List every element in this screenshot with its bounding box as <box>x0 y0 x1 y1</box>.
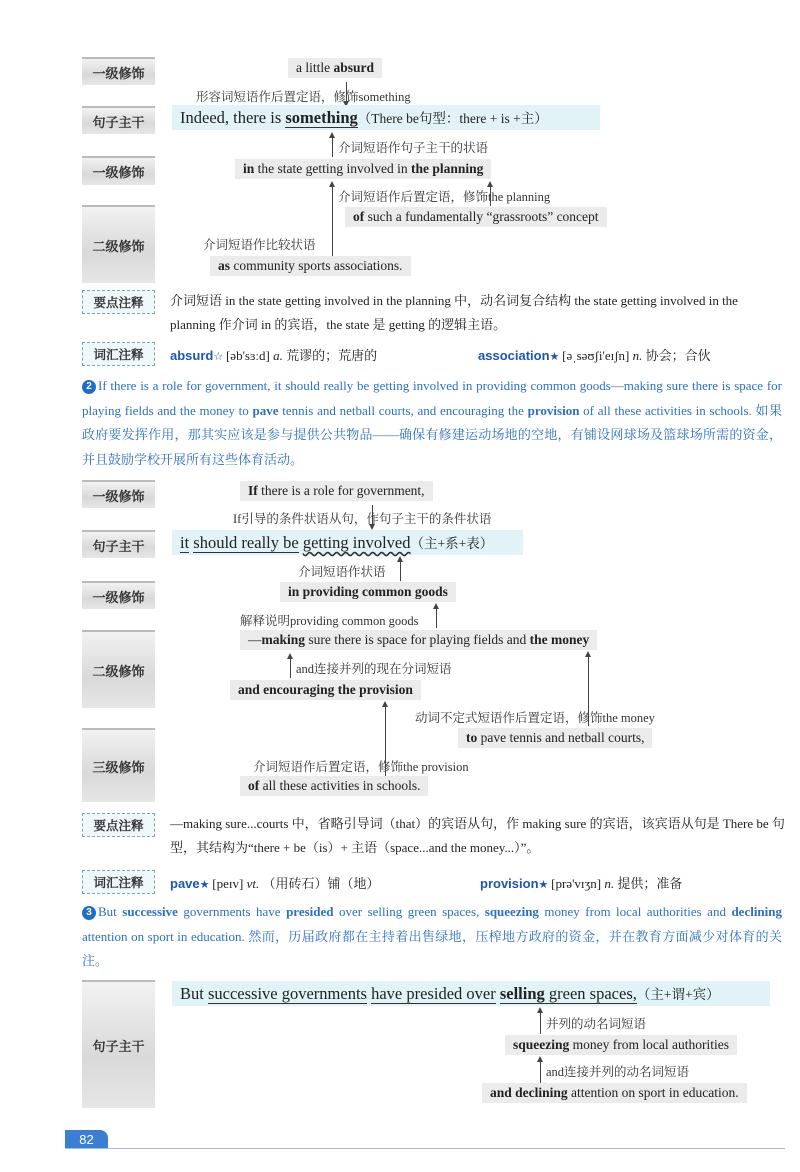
vocab-word: pave <box>170 876 200 891</box>
vocab-entry <box>480 873 682 892</box>
label-level2: 二级修饰 <box>82 630 155 708</box>
meaning: （用砖石）铺（地） <box>262 876 380 891</box>
bold-text: and declining <box>490 1085 568 1100</box>
bold-text: the planning <box>411 161 484 176</box>
bold-text: in <box>243 161 255 176</box>
vocab-entry <box>478 345 711 364</box>
bold-text: to <box>466 730 478 745</box>
text-segment: pave tennis and netball courts, <box>477 730 645 745</box>
bold-text: declining <box>731 904 783 919</box>
part-of-speech: vt. <box>246 876 263 891</box>
paragraph-2 <box>82 374 782 472</box>
annotation: and连接并列的现在分词短语 <box>296 662 452 676</box>
annotation: and连接并列的动名词短语 <box>546 1065 690 1079</box>
text-segment: attention on sport in education. <box>567 1085 739 1100</box>
phonetic: [peɪv] <box>212 876 247 891</box>
vocab-word: absurd <box>170 348 214 363</box>
main-clause <box>172 105 600 130</box>
bold-text: squeezing <box>513 1037 570 1052</box>
phrase-to-pave <box>458 728 652 748</box>
text-segment: But <box>180 984 208 1003</box>
label-level3: 三级修饰 <box>82 728 155 802</box>
annotation: 解释说明providing common goods <box>240 614 419 628</box>
key-note-text: 介词短语 in the state getting involved in the planning 中，动名词复合结构 the state getting involved in the planning 作介词 in 的宾语，the state 是 getting 的逻辑主语。 <box>170 293 738 332</box>
star-icon: ★ <box>549 351 563 363</box>
bold-text: in providing common goods <box>288 584 448 599</box>
vocab-word: provision <box>480 876 539 891</box>
annotation: 介词短语作后置定语，修饰the planning <box>338 190 551 204</box>
phrase-of-such <box>345 207 607 227</box>
label-main: 句子主干 <box>82 106 155 134</box>
bold-text: the money <box>529 632 590 647</box>
meaning: 协会；合伙 <box>645 348 711 363</box>
annotation: 并列的动名词短语 <box>546 1017 647 1031</box>
arrow-up <box>540 1012 541 1034</box>
phonetic: [prə'vɪʒn] <box>551 876 605 891</box>
text-segment: should really be <box>193 533 299 552</box>
phonetic: [əˌsəʊʃi'eɪʃn] <box>562 348 633 363</box>
bold-text: as <box>218 258 231 273</box>
text-segment: there is a role for government, <box>257 483 425 498</box>
text-segment: sure there is space for playing fields and <box>305 632 530 647</box>
arrow-up <box>400 561 401 581</box>
bold-text: pave <box>252 402 279 418</box>
bold-text: of <box>248 778 260 793</box>
text-segment: tennis and netball courts, and encouraging the <box>278 402 528 418</box>
footer-divider <box>65 1148 785 1149</box>
meaning: 提供；准备 <box>617 876 683 891</box>
annotation: 介词短语作比较状语 <box>203 238 316 252</box>
text-segment: such a fundamentally “grassroots” concept <box>364 209 599 224</box>
bold-text: If <box>248 483 258 498</box>
arrow-up <box>436 608 437 628</box>
text-segment: — <box>248 632 262 647</box>
phrase-and-encouraging <box>230 680 421 700</box>
text-segment: But <box>98 904 123 919</box>
label-main: 句子主干 <box>82 530 155 558</box>
label-level1: 一级修饰 <box>82 156 155 185</box>
part-of-speech: n. <box>632 348 646 363</box>
vocab-entry <box>170 345 377 364</box>
text-segment: it <box>180 533 190 552</box>
key-note-tag: 要点注释 <box>82 290 155 314</box>
text-segment: a little <box>296 60 334 75</box>
paragraph-number-icon: 3 <box>82 906 96 920</box>
phrase-in-the-state <box>235 159 491 179</box>
part-of-speech: n. <box>604 876 618 891</box>
bold-text: selling <box>499 984 545 1003</box>
key-note-text: —making sure...courts 中，省略引导词（that）的宾语从句，作 making sure 的宾语，该宾语从句是 There be 句型，其结构为“there + be（is）+ 主语（space...and the money...）”。 <box>170 816 785 855</box>
annotation: 动词不定式短语作后置定语，修饰the money <box>415 711 655 725</box>
paragraph-text <box>82 378 782 467</box>
phonetic: [əb'sɜːd] <box>225 348 274 363</box>
text-segment: If there is a role for government, it should really be getting involved in providing common goods—making sure there is space for playing fields and the money to <box>82 378 782 418</box>
annotation: 介词短语作后置定语，修饰the provision <box>253 760 469 774</box>
text-segment: community sports associations. <box>230 258 403 273</box>
vocab-note-tag: 词汇注释 <box>82 342 155 366</box>
paragraph-text <box>82 904 782 968</box>
text-segment: governments have <box>177 904 287 919</box>
text-segment: attention on sport in education. 然而，历届政府都在主持着出售绿地，压榨地方政府的资金，并在教育方面减少对体育的关注。 <box>82 928 782 968</box>
meaning: 荒谬的；荒唐的 <box>286 348 378 363</box>
label-level1: 一级修饰 <box>82 57 155 85</box>
vocab-word: association <box>478 348 550 363</box>
arrow-up <box>332 186 333 256</box>
text-segment: （主+系+表） <box>410 536 494 551</box>
bold-text: provision <box>527 402 580 418</box>
page-number: 82 <box>65 1130 108 1148</box>
text-segment: all these activities in schools. <box>259 778 421 793</box>
text-segment: money from local authorities and <box>538 904 732 919</box>
bold-text: something <box>285 108 358 127</box>
paragraph-number-icon: 2 <box>82 380 96 394</box>
paragraph-3 <box>82 900 782 974</box>
arrow-up <box>540 1061 541 1083</box>
star-icon: ★ <box>199 879 213 891</box>
text-segment: have presided over <box>371 984 496 1003</box>
bold-text: squeezing <box>484 904 539 919</box>
phrase-as-community <box>210 256 411 276</box>
bold-text: successive <box>122 904 178 919</box>
label-level1: 一级修饰 <box>82 480 155 508</box>
phrase-of-all <box>240 776 428 796</box>
bold-text: absurd <box>333 60 375 75</box>
main-clause <box>172 530 523 555</box>
text-segment: money from local authorities <box>569 1037 729 1052</box>
bold-text: of <box>353 209 365 224</box>
label-level2: 二级修饰 <box>82 205 155 283</box>
main-clause <box>172 981 770 1006</box>
part-of-speech: a. <box>273 348 287 363</box>
arrow-up <box>332 137 333 157</box>
text-segment: over selling green spaces, <box>333 904 485 919</box>
annotation: 介词短语作状语 <box>298 565 386 579</box>
label-level1: 一级修饰 <box>82 581 155 609</box>
vocab-note-tag: 词汇注释 <box>82 870 155 894</box>
arrow-up <box>290 658 291 678</box>
phrase-and-declining <box>482 1083 747 1103</box>
annotation: If引导的条件状语从句，作句子主干的条件状语 <box>233 512 492 526</box>
annotation: 介词短语作句子主干的状语 <box>338 141 489 155</box>
text-segment: getting involved <box>302 533 411 552</box>
text-segment: （主+谓+宾） <box>636 987 720 1002</box>
phrase-squeezing <box>505 1035 737 1055</box>
annotation: 形容词短语作后置定语，修饰something <box>196 90 411 104</box>
phrase-making-sure <box>240 630 597 650</box>
text-segment: the state getting involved in <box>254 161 411 176</box>
text-segment: green spaces, <box>544 984 637 1003</box>
key-note-tag: 要点注释 <box>82 813 155 837</box>
text-segment: Indeed, there is <box>180 108 286 127</box>
vocab-entry <box>170 873 379 892</box>
bold-text: making <box>261 632 306 647</box>
phrase-if-there <box>240 481 433 501</box>
text-segment: of all these activities in schools. 如果政府要发挥作用，那其实应该是参与提供公共物品——确保有修建运动场地的空地，有铺设网球场及篮球场所需的资金，并且鼓励学校开展所有这些体育活动。 <box>82 402 783 467</box>
phrase-in-providing <box>280 582 456 602</box>
phrase-a-little-absurd <box>288 58 382 78</box>
bold-text: presided <box>286 904 334 919</box>
star-icon: ☆ <box>213 351 226 363</box>
bold-text: and encouraging the provision <box>238 682 413 697</box>
label-main: 句子主干 <box>82 980 155 1108</box>
star-icon: ★ <box>538 879 552 891</box>
text-segment: successive governments <box>207 984 367 1003</box>
text-segment: （There be句型：there + is +主） <box>357 111 548 126</box>
